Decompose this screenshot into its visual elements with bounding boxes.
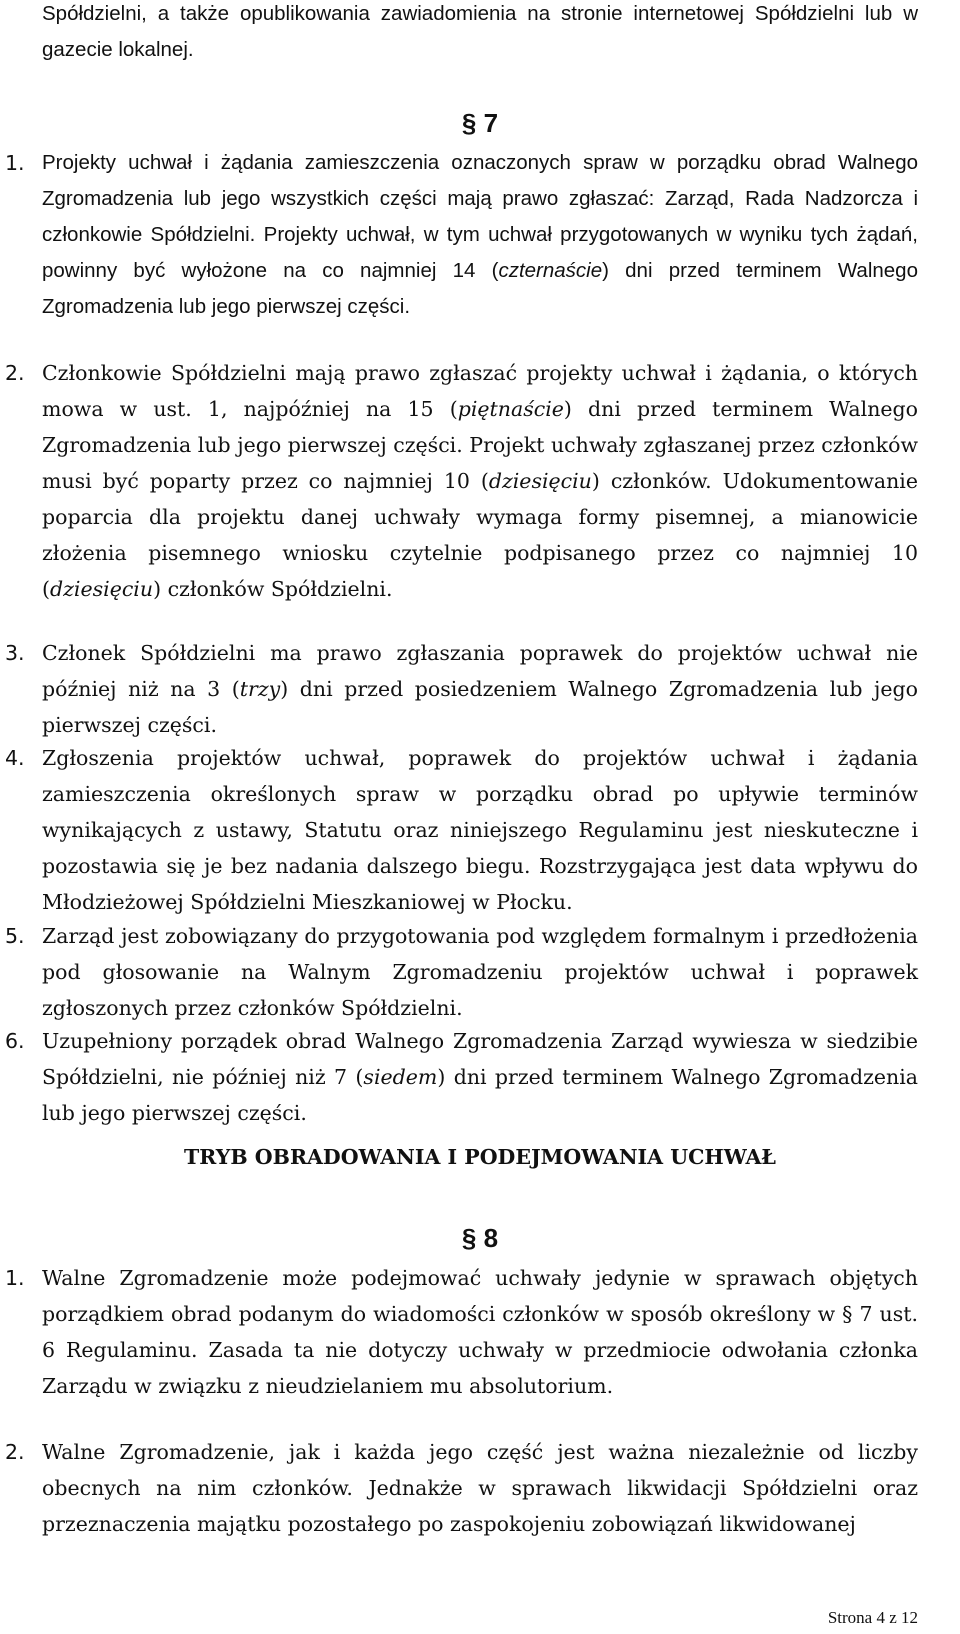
item-number: 5. [5,924,25,948]
item-text: Projekty uchwał i żądania zamieszczenia oznaczonych spraw w porządku obrad Walnego Zgromadzenia lub jego wszystkich części mają prawo zgłaszać: Zarząd, Rada Nadzorcza i członkowie Spółdzielni. Projekty uchwał, w tym uchwał przygotowanych w wyniku tych żądań, powinny być wyłożone na co najmniej 14 (czternaście) dni przed terminem Walnego Zgromadzenia lub jego pierwszej części. [42,151,918,318]
item-number: 1. [5,1266,25,1290]
list-item [5,918,918,1026]
item-number: 1. [5,151,25,175]
item-text: Zarząd jest zobowiązany do przygotowania pod względem formalnym i przedłożenia pod głosowanie na Walnym Zgromadzeniu projektów uchwał i poprawek zgłoszonych przez członków Spółdzielni. [42,924,918,1020]
item-text: Zgłoszenia projektów uchwał, poprawek do projektów uchwał i żądania zamieszczenia określonych spraw w porządku obrad po upływie terminów wynikających z ustawy, Statutu oraz niniejszego Regulaminu jest nieskuteczne i pozostawia się je bez nadania dalszego biegu. Rozstrzygająca jest data wpływu do Młodzieżowej Spółdzielni Mieszkaniowej w Płocku. [42,746,918,914]
item-text: Walne Zgromadzenie może podejmować uchwały jedynie w sprawach objętych porządkiem obrad podanym do wiadomości członków w sposób określony w § 7 ust. 6 Regulaminu. Zasada ta nie dotyczy uchwały w przedmiocie odwołania członka Zarządu w związku z nieudzielaniem mu absolutorium. [42,1266,918,1398]
item-text: Uzupełniony porządek obrad Walnego Zgromadzenia Zarząd wywiesza w siedzibie Spółdzielni, nie później niż 7 (siedem) dni przed terminem Walnego Zgromadzenia lub jego pierwszej części. [42,1029,919,1125]
item-number: 6. [5,1029,25,1053]
item-number: 2. [5,361,25,385]
section-7-heading: § 7 [461,108,499,138]
item-text: Członkowie Spółdzielni mają prawo zgłaszać projekty uchwał i żądania, o których mowa w ust. 1, najpóźniej na 15 (piętnaście) dni przed terminem Walnego Zgromadzenia lub jego pierwszej części. Projekt uchwały zgłaszanej przez członków musi być poparty przez co najmniej 10 (dziesięciu) członków. Udokumentowanie poparcia dla projektu danej uchwały wymaga formy pisemnej, a mianowicie złożenia pisemnego wniosku czytelnie podpisanego przez co najmniej 10 (dziesięciu) członków Spółdzielni. [42,361,918,601]
item-number: 4. [5,746,25,770]
list-item [5,1023,918,1131]
list-item [5,1434,918,1542]
list-item [5,740,918,920]
item-number: 2. [5,1440,25,1464]
section-8-heading: § 8 [461,1223,499,1253]
continuation-paragraph: Spółdzielni, a także opublikowania zawiadomienia na stronie internetowej Spółdzielni lub w gazecie lokalnej. [42,2,918,61]
item-text: Walne Zgromadzenie, jak i każda jego część jest ważna niezależnie od liczby obecnych na nim członków. Jednakże w sprawach likwidacji Spółdzielni oraz przeznaczenia majątku pozostałego po zaspokojeniu zobowiązań likwidowanej [42,1440,918,1536]
page-footer: Strona 4 z 12 [827,1608,918,1627]
list-item [5,355,918,607]
item-number: 3. [5,641,25,665]
section-heading: TRYB OBRADOWANIA I PODEJMOWANIA UCHWAŁ [184,1145,776,1169]
list-item [5,145,918,325]
item-text: Członek Spółdzielni ma prawo zgłaszania poprawek do projektów uchwał nie później niż na 3 (trzy) dni przed posiedzeniem Walnego Zgromadzenia lub jego pierwszej części. [42,641,918,737]
list-item [5,635,918,743]
list-item [5,1260,918,1404]
